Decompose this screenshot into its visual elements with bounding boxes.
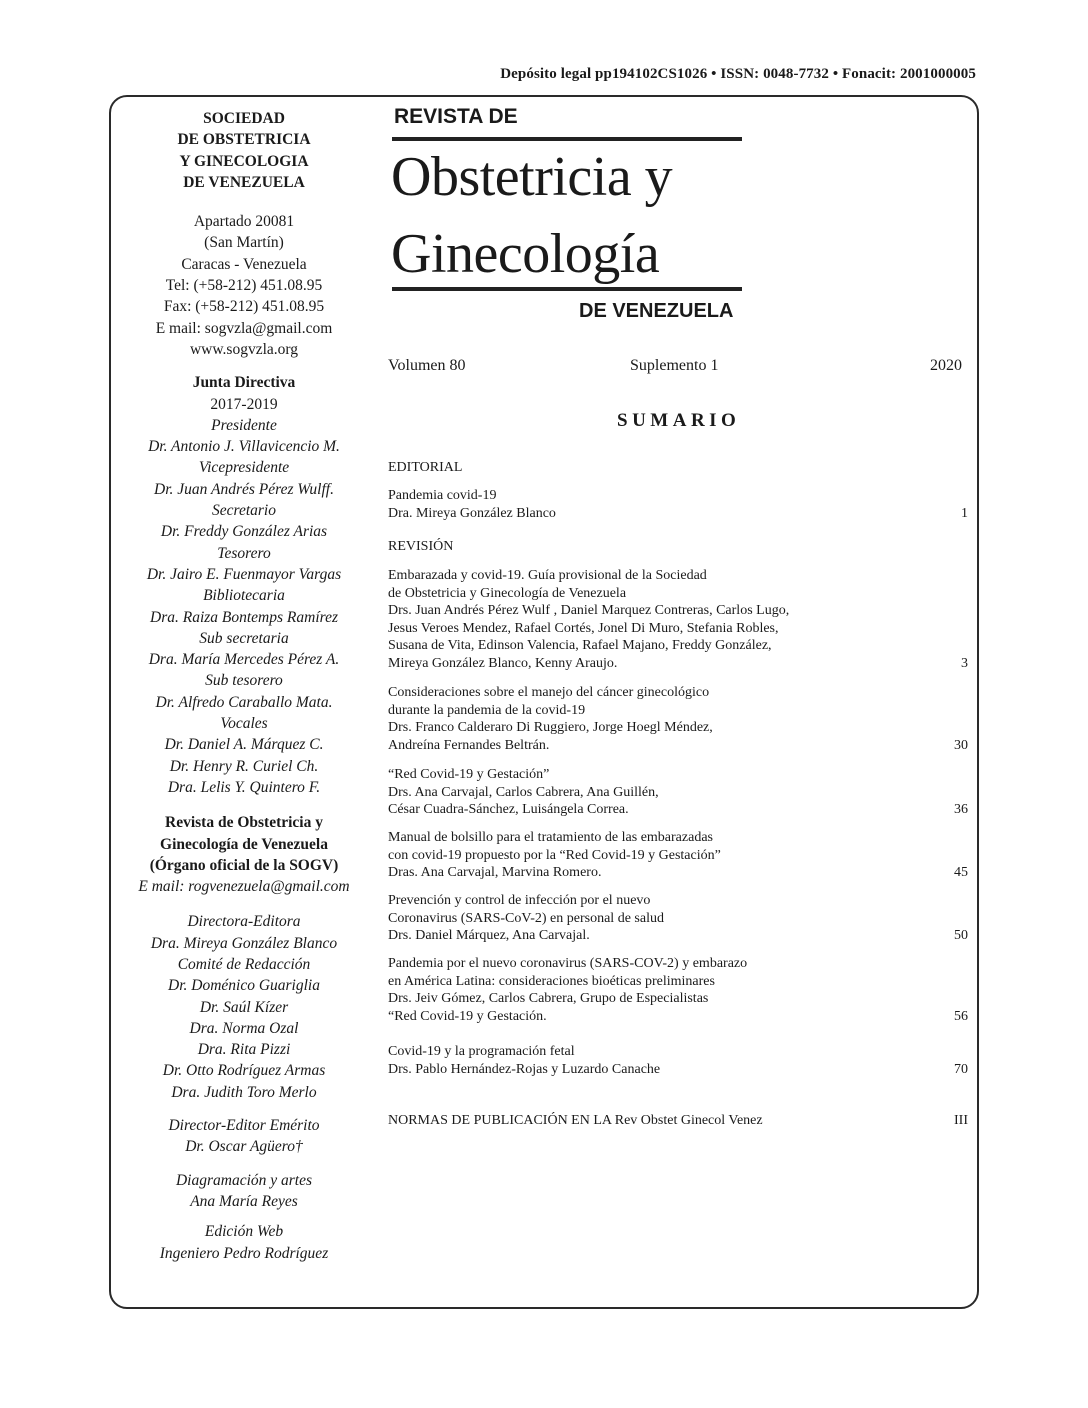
toc-page-number: 56 — [954, 1008, 968, 1024]
revista-info: Revista de Obstetricia y Ginecología de Venezuela (Órgano oficial de la SOGV) E mail: rogvenezuela@gmail.com — [112, 812, 376, 897]
toc-heading-editorial: EDITORIAL — [388, 460, 463, 475]
masthead-top-rule — [392, 137, 742, 141]
toc-entry: Pandemia covid-19 Dra. Mireya González Blanco 1 — [388, 488, 968, 521]
issue-year: 2020 — [930, 357, 962, 374]
society-address: Apartado 20081 (San Martín) Caracas - Venezuela Tel: (+58-212) 451.08.95 Fax: (+58-212) 451.08.95 E mail: sogvzla@gmail.com www.sogvzla.org — [112, 211, 376, 360]
toc-page-number: III — [954, 1113, 968, 1128]
revista-email: E mail: rogvenezuela@gmail.com — [138, 878, 350, 896]
sumario-heading: SUMARIO — [617, 410, 741, 431]
editor-emeritus: Director-Editor Emérito Dr. Oscar Agüero† — [168, 1117, 320, 1156]
toc-page-number: 30 — [954, 737, 968, 753]
toc-page-number: 70 — [954, 1061, 968, 1077]
web-credits: Edición Web Ingeniero Pedro Rodríguez — [159, 1223, 329, 1262]
society-email: E mail: sogvzla@gmail.com — [155, 319, 333, 337]
toc-entry: Manual de bolsillo para el tratamiento de las embarazadas con covid-19 propuesto por la “Red Covid-19 y Gestación” Dras. Ana Carvajal, Marvina Romero. 45 — [388, 830, 968, 881]
legal-deposit-line: Depósito legal pp194102CS1026 • ISSN: 0048-7732 • Fonacit: 2001000005 — [500, 66, 976, 82]
volume-number: Volumen 80 — [388, 357, 466, 374]
society-website: www.sogvzla.org — [189, 340, 299, 358]
layout-credits: Diagramación y artes Ana María Reyes — [175, 1171, 313, 1210]
toc-entry: Covid-19 y la programación fetal Drs. Pablo Hernández-Rojas y Luzardo Canache 70 — [388, 1044, 968, 1077]
masthead-title-line1: Obstetricia y — [391, 146, 673, 208]
toc-entry: Consideraciones sobre el manejo del cáncer ginecológico durante la pandemia de la covid-19 Drs. Franco Calderaro Di Ruggiero, Jorge Hoegl Méndez, Andreína Fernandes Beltrán. 30 — [388, 685, 968, 753]
editors-committee: Directora-Editora Dra. Mireya González Blanco Comité de Redacción Dr. Doménico Guariglia Dr. Saúl Kízer Dra. Norma Ozal Dra. Rita Pizzi Dr. Otto Rodríguez Armas Dra. Judith Toro Merlo — [150, 913, 338, 1101]
toc-entry-normas: NORMAS DE PUBLICACIÓN EN LA Rev Obstet Ginecol Venez III — [388, 1113, 968, 1128]
toc-entry: Pandemia por el nuevo coronavirus (SARS-COV-2) y embarazo en América Latina: consideraciones bioéticas preliminares Drs. Jeiv Gómez, Carlos Cabrera, Grupo de Especialistas “Red Covid-19 y Gestación. 56 — [388, 956, 968, 1024]
toc-page-number: 36 — [954, 802, 968, 818]
society-column — [112, 108, 376, 1264]
toc-page-number: 45 — [954, 865, 968, 881]
toc-entry: Embarazada y covid-19. Guía provisional de la Sociedad de Obstetricia y Ginecología de Venezuela Drs. Juan Andrés Pérez Wulf , Daniel Marquez Contreras, Carlos Lugo, Jesus Veroes Mendez, Rafael Cortés, Jonel Di Muro, Stefania Robles, Susana de Vita, Edinson Valencia, Rafael Majano, Freddy González, Mireya González Blanco, Kenny Araujo. 3 — [388, 568, 968, 671]
toc-page-number: 50 — [954, 928, 968, 944]
toc-page-number: 1 — [961, 505, 968, 521]
toc-page-number: 3 — [961, 655, 968, 671]
toc-entry: “Red Covid-19 y Gestación” Drs. Ana Carvajal, Carlos Cabrera, Ana Guillén, César Cuadra-Sánchez, Luisángela Correa. 36 — [388, 767, 968, 818]
masthead-de-venezuela: DE VENEZUELA — [579, 300, 734, 322]
masthead-revista-de: REVISTA DE — [394, 105, 518, 128]
society-name: SOCIEDAD DE OBSTETRICIA Y GINECOLOGIA DE VENEZUELA — [177, 110, 311, 191]
masthead-title-line2: Ginecología — [391, 223, 660, 285]
supplement-number: Suplemento 1 — [630, 357, 719, 374]
toc-heading-revision: REVISIÓN — [388, 539, 454, 554]
masthead-bottom-rule — [392, 287, 742, 291]
junta-directiva: Junta Directiva 2017-2019 Presidente Dr. Antonio J. Villavicencio M. Vicepresidente Dr. Juan Andrés Pérez Wulff. Secretario Dr. Freddy González Arias Tesorero Dr. Jairo E. Fuenmayor Vargas Bibliotecaria Dra. Raiza Bontemps Ramírez Sub secretaria Dra. María Mercedes Pérez A. Sub tesorero Dr. Alfredo Caraballo Mata. Vocales Dr. Daniel A. Márquez C. Dr. Henry R. Curiel Ch. Dra. Lelis Y. Quintero F. — [146, 374, 342, 796]
toc-entry: Prevención y control de infección por el nuevo Coronavirus (SARS-CoV-2) en personal de salud Drs. Daniel Márquez, Ana Carvajal. 50 — [388, 893, 968, 944]
